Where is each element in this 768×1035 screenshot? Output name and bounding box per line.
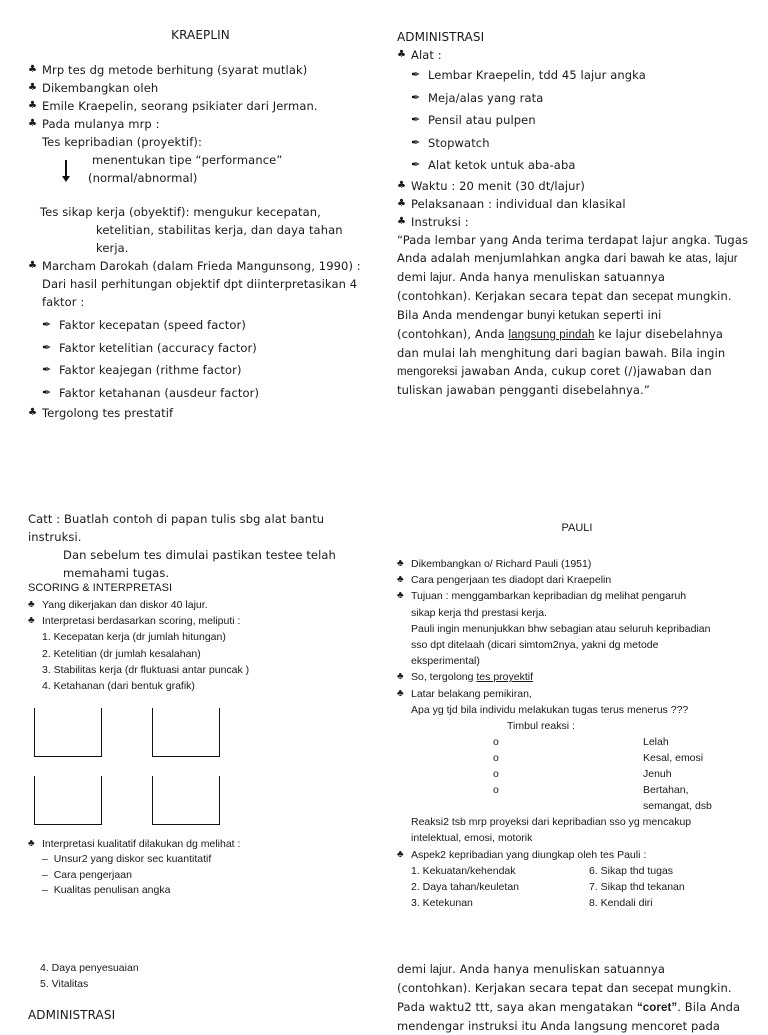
list-item: ♣ Mrp tes dg metode berhitung (syarat mutlak) xyxy=(28,63,308,77)
scoring-item: 3. Stabilitas kerja (dr fluktuasi antar puncak ) xyxy=(42,663,250,676)
pauli-title: PAULI xyxy=(561,522,593,534)
performance-line: menentukan tipe “performance” xyxy=(92,153,283,167)
aspek-item: 8. Kendali diri xyxy=(589,896,653,909)
extra-item: 5. Vitalitas xyxy=(40,978,89,990)
club-bullet-icon: ♣ xyxy=(28,615,35,627)
pauli-line: sikap kerja thd prestasi kerja. xyxy=(411,606,547,619)
pencil-bullet-icon: ✒ xyxy=(42,385,52,399)
aspek-item: 6. Sikap thd tugas xyxy=(589,864,674,877)
dash-item: – Unsur2 yang diskor sec kuantitatif xyxy=(42,853,212,865)
club-bullet-icon: ♣ xyxy=(28,260,38,271)
catatan-section xyxy=(28,510,378,582)
instruksi-line: tuliskan jawaban pengganti disebelahnya.” xyxy=(397,382,650,397)
graph-box xyxy=(34,708,102,757)
projective-line: Tes kepribadian (proyektif): xyxy=(42,135,202,149)
reaksi-row: o xyxy=(493,784,499,797)
continuation-line: (contohkan). Kerjakan secara tepat dan secepat mungkin. xyxy=(397,981,732,995)
continuation-line: Pada waktu2 ttt, saya akan mengatakan “coret”. Bila Anda xyxy=(397,1000,741,1014)
extra-item: 4. Daya penyesuaian xyxy=(40,962,139,974)
pauli-line: intelektual, emosi, motorik xyxy=(411,832,533,845)
list-item: ♣ Instruksi : xyxy=(397,214,469,229)
reaksi-row: Kesal, emosi xyxy=(643,752,704,765)
alat-item: ✒ Pensil atau pulpen xyxy=(411,109,752,132)
club-bullet-icon: ♣ xyxy=(28,64,38,75)
pauli-section xyxy=(397,522,757,911)
catatan-line-2: Dan sebelum tes dimulai pastikan testee telah xyxy=(63,548,336,562)
scoring-title: SCORING & INTERPRETASI xyxy=(28,582,173,594)
instruksi-line: Anda adalah menjumlahkan angka dari bawah ke atas, lajur xyxy=(397,250,738,265)
graph-box xyxy=(152,776,220,825)
reaksi-row: o xyxy=(493,752,499,765)
aspek-item: 3. Ketekunan xyxy=(411,896,473,909)
hasil-line-1: Dari hasil perhitungan objektif dpt diinterpretasikan 4 xyxy=(42,277,358,291)
pencil-bullet-icon: ✒ xyxy=(411,113,421,126)
instruksi-line: demi lajur. Anda hanya menuliskan satuannya xyxy=(397,269,666,284)
list-item: ♣ Aspek2 kepribadian yang diungkap oleh tes Pauli : xyxy=(397,847,757,863)
pencil-bullet-icon: ✒ xyxy=(42,340,52,354)
pauli-line: eksperimental) xyxy=(411,655,480,668)
club-bullet-icon: ♣ xyxy=(397,590,404,602)
pauli-line: Apa yg tjd bila individu melakukan tugas terus menerus ??? xyxy=(411,703,689,716)
list-item: ♣ Interpretasi berdasarkan scoring, meliputi : xyxy=(28,613,378,629)
instruksi-line: (contohkan), Anda langsung pindah ke lajur disebelahnya xyxy=(397,326,724,341)
list-item: ♣ Alat : xyxy=(397,48,442,62)
administrasi-section xyxy=(397,28,752,399)
list-item: ♣ Cara pengerjaan tes diadopt dari Kraepelin xyxy=(397,572,757,588)
pencil-bullet-icon: ✒ xyxy=(411,90,421,104)
objective-line-2: ketelitian, stabilitas kerja, dan daya tahan kerja. xyxy=(96,223,343,255)
club-bullet-icon: ♣ xyxy=(397,574,404,586)
administrasi-title-2: ADMINISTRASI xyxy=(28,1008,116,1022)
club-bullet-icon: ♣ xyxy=(28,599,35,610)
alat-item: ✒ Stopwatch xyxy=(411,132,752,155)
reaksi-row: semangat, dsb xyxy=(643,800,712,813)
aspek-item: 1. Kekuatan/kehendak xyxy=(411,864,516,877)
alat-item: ✒ Alat ketok untuk aba-aba xyxy=(411,154,752,177)
instruksi-line: “Pada lembar yang Anda terima terdapat lajur angka. Tugas xyxy=(397,232,749,247)
continuation-line: mendengar instruksi itu Anda langsung mencoret pada xyxy=(397,1019,721,1033)
instruksi-line: Bila Anda mendengar bunyi ketukan seperti ini xyxy=(397,307,662,322)
pencil-bullet-icon: ✒ xyxy=(411,68,421,81)
list-item: ♣ Latar belakang pemikiran, xyxy=(397,686,757,702)
dash-item: – Cara pengerjaan xyxy=(42,868,132,881)
club-bullet-icon: ♣ xyxy=(397,671,404,683)
club-bullet-icon: ♣ xyxy=(397,49,407,60)
hasil-line-2: faktor : xyxy=(42,295,85,309)
club-bullet-icon: ♣ xyxy=(397,179,407,191)
pauli-line: Pauli ingin menunjukkan bhw sebagian atau seluruh kepribadian xyxy=(411,622,711,635)
reaksi-row: o xyxy=(493,768,499,781)
list-item: ♣ Dikembangkan o/ Richard Pauli (1951) xyxy=(397,556,757,572)
aspek-item: 7. Sikap thd tekanan xyxy=(589,880,685,893)
continuation-line: demi lajur. Anda hanya menuliskan satuannya xyxy=(397,962,666,976)
aspek-grid xyxy=(397,863,757,911)
scoring-item: 1. Kecepatan kerja (dr jumlah hitungan) xyxy=(42,631,226,644)
instruksi-paragraph xyxy=(397,231,752,399)
timbul-reaksi: Timbul reaksi : xyxy=(507,720,575,733)
list-item: ♣ Pelaksanaan : individual dan klasikal xyxy=(397,196,626,211)
alat-item: ✒ Lembar Kraepelin, tdd 45 lajur angka xyxy=(411,64,752,87)
scoring-section xyxy=(28,580,378,694)
catatan-line-3: memahami tugas. xyxy=(63,566,170,580)
club-bullet-icon: ♣ xyxy=(397,687,404,699)
factor-item: ✒ Faktor kecepatan (speed factor) xyxy=(42,314,373,337)
club-bullet-icon: ♣ xyxy=(28,838,35,849)
reaksi-list xyxy=(397,734,757,814)
instruksi-line: dan mulai lah menghitung dari bagian bawah. Bila ingin xyxy=(397,345,726,360)
kualitatif-section xyxy=(28,836,378,899)
kraeplin-title: KRAEPLIN xyxy=(171,28,230,42)
factor-item: ✒ Faktor ketahanan (ausdeur factor) xyxy=(42,382,373,405)
pencil-bullet-icon: ✒ xyxy=(42,363,52,376)
list-item: ♣ Dikembangkan oleh xyxy=(28,81,159,95)
factor-item: ✒ Faktor keajegan (rithme factor) xyxy=(42,359,373,382)
list-item: ♣ Waktu : 20 menit (30 dt/lajur) xyxy=(397,178,585,193)
pencil-bullet-icon: ✒ xyxy=(42,318,52,331)
pauli-line: Reaksi2 tsb mrp proyeksi dari kepribadian sso yg mencakup xyxy=(411,816,692,829)
club-bullet-icon: ♣ xyxy=(397,848,404,860)
list-item: ♣ Emile Kraepelin, seorang psikiater dari Jerman. xyxy=(28,99,318,113)
club-bullet-icon: ♣ xyxy=(397,558,404,569)
kraeplin-section xyxy=(28,28,373,422)
club-bullet-icon: ♣ xyxy=(397,215,407,227)
factor-item: ✒ Faktor ketelitian (accuracy factor) xyxy=(42,337,373,360)
reaksi-row: o xyxy=(493,736,499,749)
down-arrow-head-icon xyxy=(62,176,70,182)
normal-line: (normal/abnormal) xyxy=(88,171,198,185)
pencil-bullet-icon: ✒ xyxy=(411,158,421,171)
club-bullet-icon: ♣ xyxy=(28,82,38,93)
dash-item: – Kualitas penulisan angka xyxy=(42,884,171,896)
reaksi-row: Jenuh xyxy=(643,768,672,781)
scoring-item: 4. Ketahanan (dari bentuk grafik) xyxy=(42,680,195,693)
graph-box xyxy=(34,776,102,825)
graph-box xyxy=(152,708,220,757)
reaksi-row: Bertahan, xyxy=(643,784,689,797)
alat-item: ✒ Meja/alas yang rata xyxy=(411,87,752,110)
list-item: ♣ Pada mulanya mrp : xyxy=(28,117,160,131)
club-bullet-icon: ♣ xyxy=(397,197,407,209)
pencil-bullet-icon: ✒ xyxy=(411,135,421,149)
list-item: ♣ Tujuan : menggambarkan kepribadian dg melihat pengaruh xyxy=(397,588,757,604)
club-bullet-icon: ♣ xyxy=(28,100,38,111)
instruksi-line: (contohkan). Kerjakan secara tepat dan secepat mungkin. xyxy=(397,288,732,303)
scoring-item: 2. Ketelitian (dr jumlah kesalahan) xyxy=(42,647,201,660)
club-bullet-icon: ♣ xyxy=(28,407,38,418)
list-item: ♣ Yang dikerjakan dan diskor 40 lajur. xyxy=(28,597,378,613)
reaksi-row: Lelah xyxy=(643,736,669,749)
extra-section xyxy=(40,960,340,992)
instruksi-line: mengoreksi jawaban Anda, cukup coret (/)jawaban dan xyxy=(397,363,712,378)
list-item: ♣ Tergolong tes prestatif xyxy=(28,406,174,420)
aspek-item: 2. Daya tahan/keuletan xyxy=(411,880,519,893)
pauli-line: sso dpt ditelaah (dicari simtom2nya, yakni dg metode xyxy=(411,639,659,652)
administrasi-title: ADMINISTRASI xyxy=(397,30,485,44)
catatan-line-1: Catt : Buatlah contoh di papan tulis sbg alat bantu instruksi. xyxy=(28,512,325,544)
list-item: ♣ Interpretasi kualitatif dilakukan dg melihat : xyxy=(28,838,241,850)
club-bullet-icon: ♣ xyxy=(28,118,38,129)
objective-line-1: Tes sikap kerja (obyektif): mengukur kecepatan, xyxy=(40,205,321,219)
list-item: ♣ So, tergolong tes proyektif xyxy=(397,669,757,685)
list-item: ♣ Marcham Darokah (dalam Frieda Mangunsong, 1990) : xyxy=(28,259,361,273)
